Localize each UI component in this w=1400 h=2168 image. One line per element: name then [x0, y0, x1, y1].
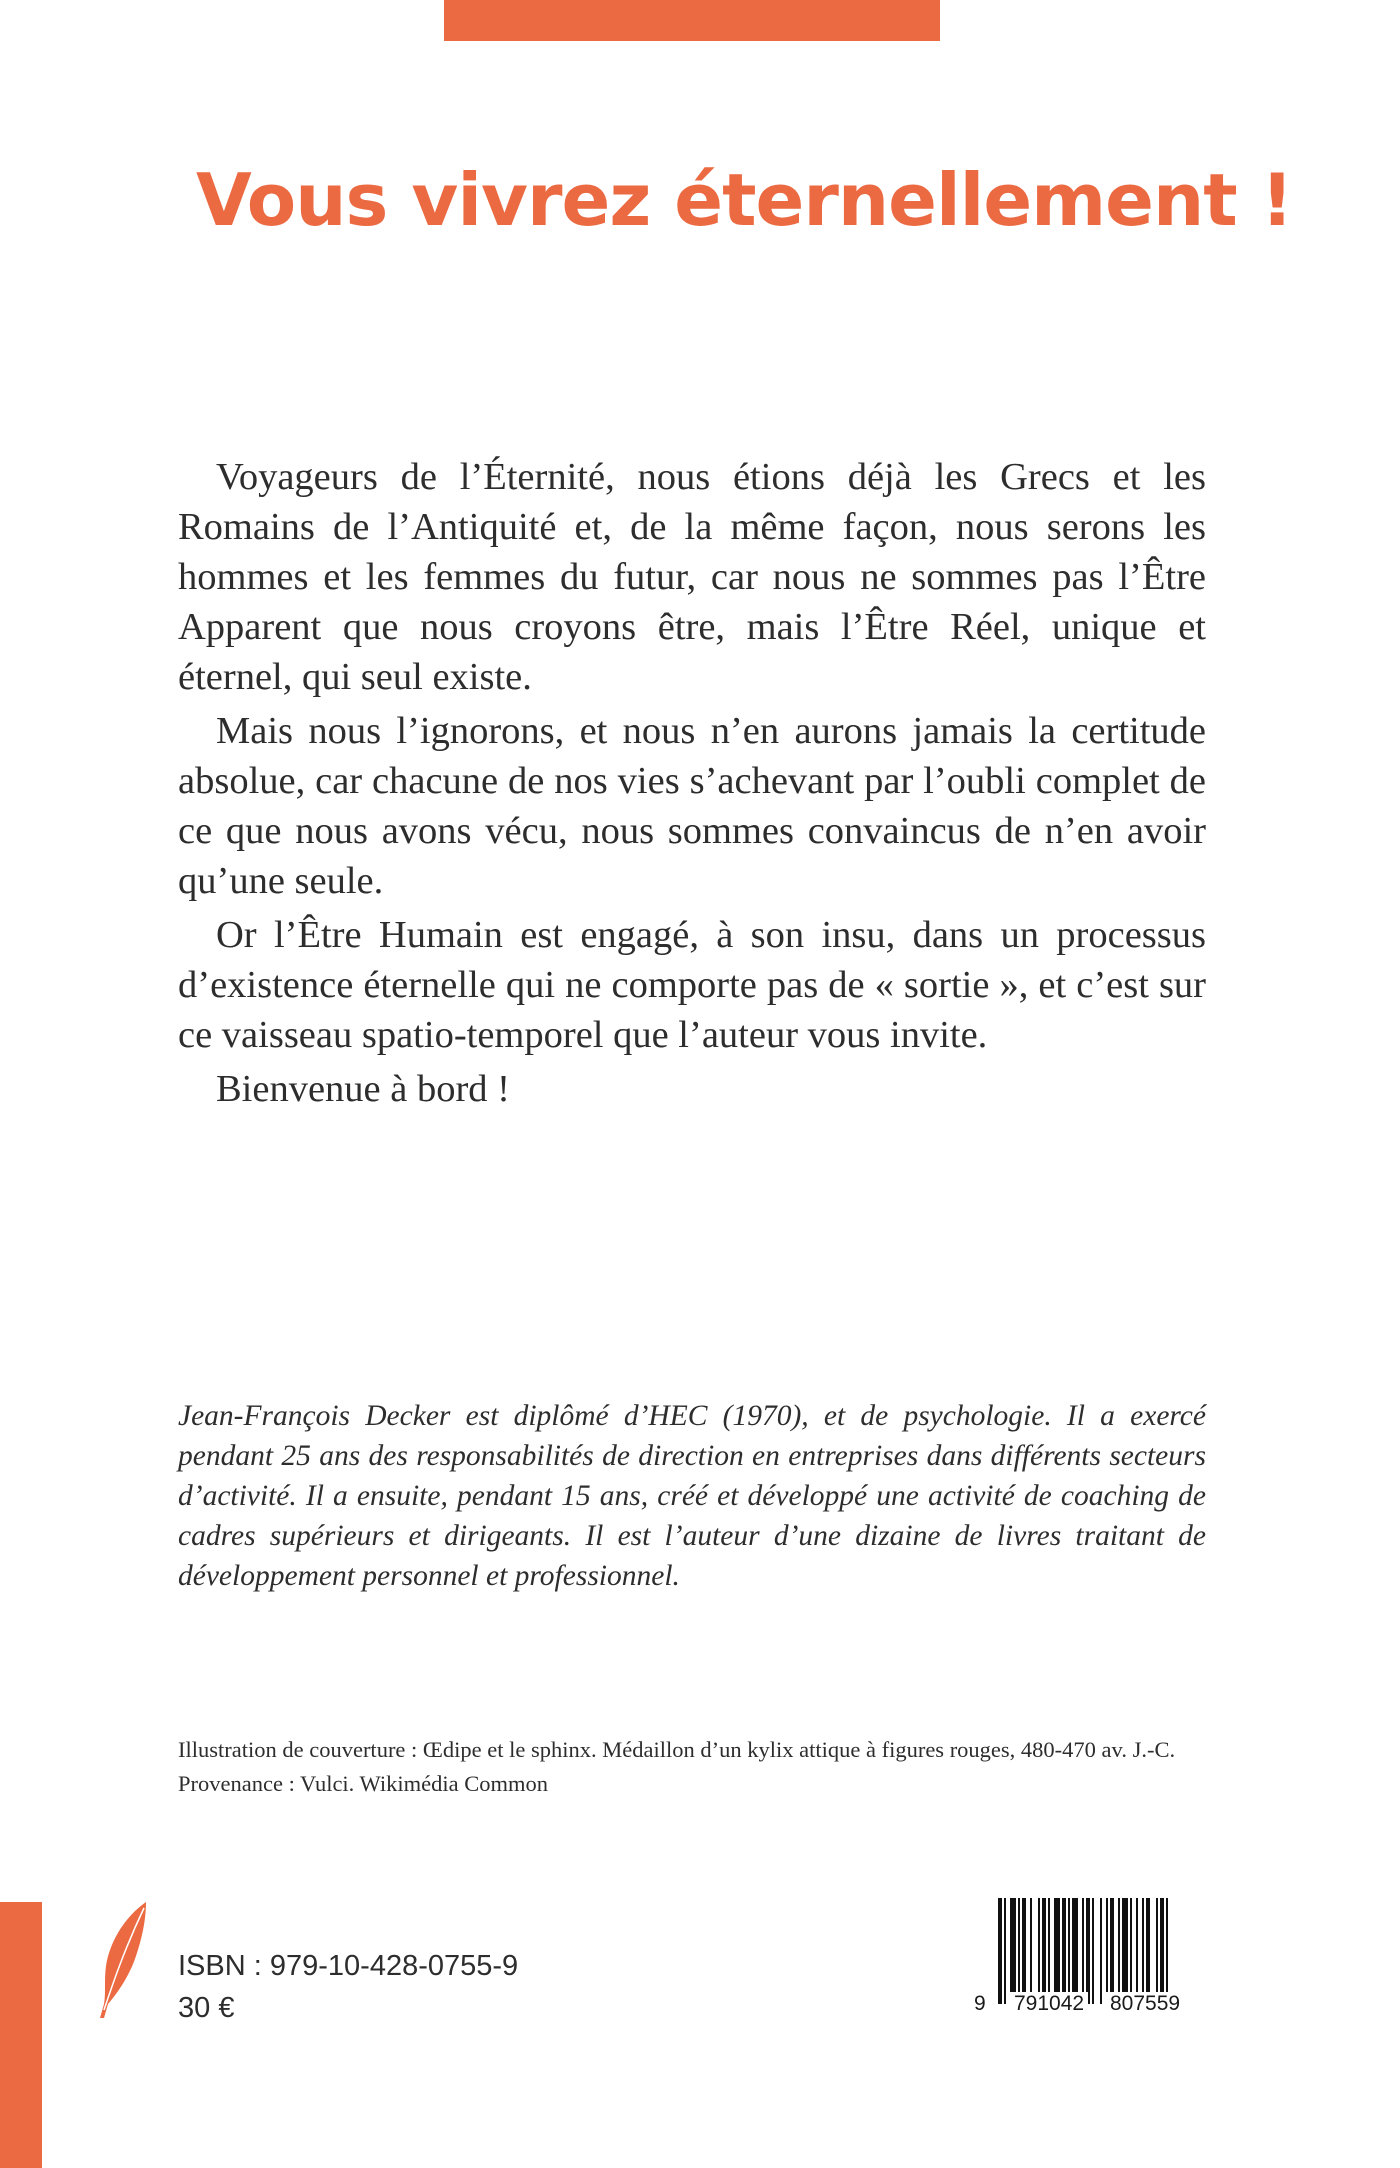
barcode [968, 1898, 1202, 2020]
barcode-digits [968, 1992, 1202, 2020]
blurb-paragraph: Voyageurs de l’Éternité, nous étions déjà les Grecs et les Romains de l’Antiquité et, de la même façon, nous serons les hommes et les femmes du futur, car nous ne sommes pas l’Être Apparent que nous croyons être, mais l’Être Réel, unique et éternel, qui seul existe. [178, 456, 1206, 698]
blurb-paragraph: Or l’Être Humain est engagé, à son insu, dans un processus d’existence éternelle qui ne comporte pas de « sortie », et c’est sur ce vaisseau spatio-temporel que l’auteur vous invite. [178, 914, 1206, 1056]
illustration-credit: Illustration de couverture : Œdipe et le sphinx. Médaillon d’un kylix attique à figures rouges, 480-470 av. J.-C. Provenance : Vulci. Wikimédia Common [178, 1737, 1176, 1796]
barcode-group-2: 807559 [1106, 1992, 1184, 2016]
feather-icon [96, 1900, 152, 2018]
author-bio: Jean-François Decker est diplômé d’HEC (1970), et de psychologie. Il a exercé pendant 25 ans des responsabilités de direction en entreprises dans différents secteurs d’activité. Il a ensuite, pendant 15 ans, créé et développé une activité de coaching de cadres supérieurs et dirigeants. Il est l’auteur d’une dizaine de livres traitant de développement personnel et professionnel. [178, 1400, 1206, 1592]
top-accent-bar [444, 0, 940, 41]
blurb-paragraph: Bienvenue à bord ! [216, 1068, 510, 1110]
book-title: Vous vivrez éternellement ! [196, 158, 1293, 242]
blurb-text [178, 452, 1206, 1114]
price: 30 € [178, 1992, 235, 2024]
barcode-first-digit: 9 [974, 1992, 986, 2015]
blurb-paragraph: Mais nous l’ignorons, et nous n’en aurons jamais la certitude absolue, car chacune de nos vies s’achevant par l’oubli complet de ce que nous avons vécu, nous sommes convaincus de n’en avoir qu’une seule. [178, 710, 1206, 902]
isbn: ISBN : 979-10-428-0755-9 [178, 1950, 519, 1982]
barcode-bars [998, 1898, 1200, 2004]
side-accent-bar [0, 1902, 42, 2168]
barcode-group-1: 791042 [1010, 1992, 1088, 2016]
barcode-space [1168, 1898, 1172, 2004]
